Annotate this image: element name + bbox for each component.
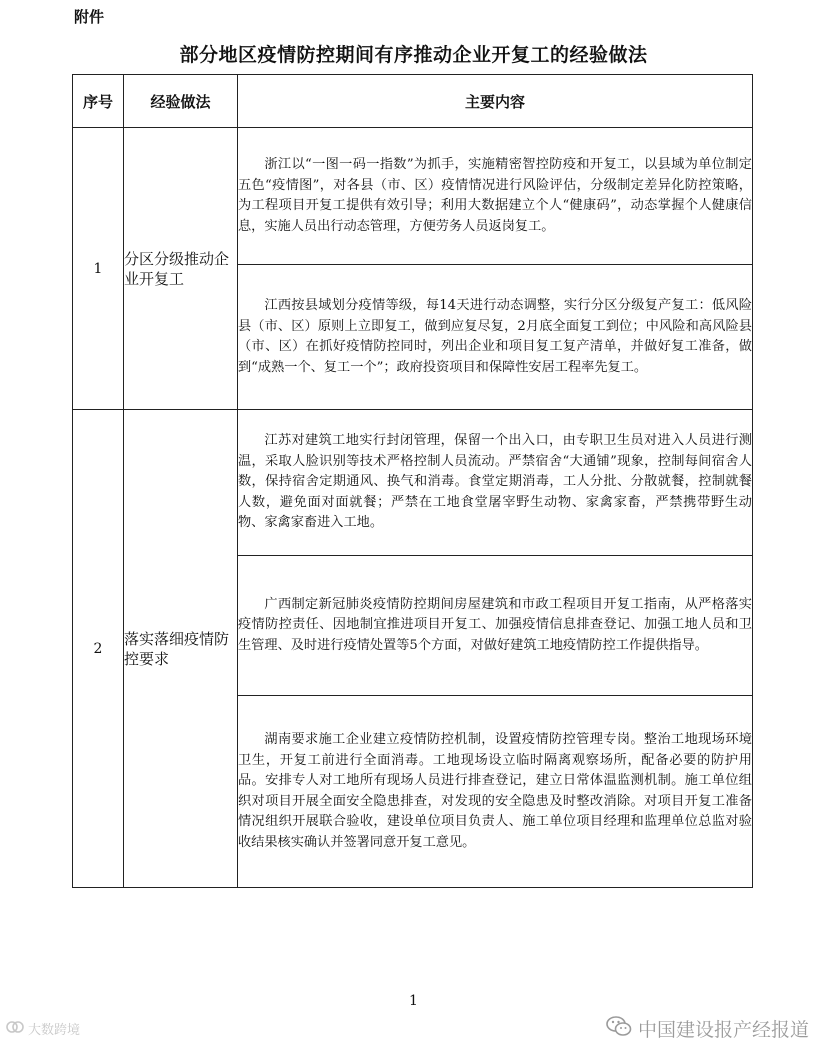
header-content: 主要内容 (238, 75, 753, 128)
table-row (73, 410, 753, 556)
row-content (238, 128, 753, 265)
wechat-icon (606, 1015, 632, 1042)
row-method: 分区分级推动企业开复工 (124, 128, 238, 410)
content-paragraph: 湖南要求施工企业建立疫情防控机制，设置疫情防控管理专岗。整治工地现场环境卫生，开复工前进行全面消毒。工地现场设立临时隔离观察场所，配备必要的防护用品。安排专人对工地所有现场人员进行排查登记，建立日常体温监测机制。施工单位组织对项目开展全面安全隐患排查，对发现的安全隐患及时整改消除。对项目开复工准备情况组织开展联合验收，建设单位项目负责人、施工单位项目经理和监理单位总监对验收结果核实确认并签署同意开复工意见。 (238, 732, 752, 850)
brand-logo-icon (6, 1020, 24, 1038)
watermark-right (606, 1015, 809, 1042)
header-seq: 序号 (73, 75, 124, 128)
page-number: 1 (409, 993, 418, 1009)
row-content (238, 696, 753, 888)
document-title: 部分地区疫情防控期间有序推动企业开复工的经验做法 (179, 44, 648, 66)
content-paragraph: 广西制定新冠肺炎疫情防控期间房屋建筑和市政工程项目开复工指南，从严格落实疫情防控责任、因地制宜推进项目开复工、加强疫情信息排查登记、加强工地人员和卫生管理、及时进行疫情处置等5个方面，对做好建筑工地疫情防控工作提供指导。 (238, 596, 752, 653)
content-paragraph: 江西按县域划分疫情等级，每14天进行动态调整，实行分区分级复产复工：低风险县（市、区）原则上立即复工，做到应复尽复，2月底全面复工到位；中风险和高风险县（市、区）在抓好疫情防控同时，列出企业和项目复工复产清单，并做好复工准备，做到“成熟一个、复工一个”；政府投资项目和保障性安居工程率先复工。 (238, 298, 752, 375)
row-number: 1 (73, 128, 124, 410)
content-paragraph: 江苏对建筑工地实行封闭管理，保留一个出入口，由专职卫生员对进入人员进行测温，采取人脸识别等技术严格控制人员流动。严禁宿舍“大通铺”现象，控制每间宿舍人数，保持宿舍定期通风、换气和消毒。食堂定期消毒，工人分批、分散就餐，控制就餐人数，避免面对面就餐；严禁在工地食堂屠宰野生动物、家禽家畜，严禁携带野生动物、家禽家畜进入工地。 (238, 433, 752, 531)
watermark-left-text: 大数跨境 (28, 1023, 81, 1038)
watermark-right-text: 中国建设报产经报道 (637, 1019, 809, 1041)
row-content (238, 410, 753, 556)
table-row (73, 128, 753, 265)
row-content (238, 556, 753, 696)
experience-table (72, 74, 753, 888)
row-method: 落实落细疫情防控要求 (124, 410, 238, 888)
row-content (238, 265, 753, 410)
header-method: 经验做法 (124, 75, 238, 128)
attachment-label: 附件 (74, 8, 105, 26)
row-number: 2 (73, 410, 124, 888)
table-header-row (73, 75, 753, 128)
watermark-left (6, 1019, 80, 1038)
content-paragraph: 浙江以“一图一码一指数”为抓手，实施精密智控防疫和开复工，以县域为单位制定五色“疫情图”，对各县（市、区）疫情情况进行风险评估，分级制定差异化防控策略，为工程项目开复工提供有效引导；利用大数据建立个人“健康码”，动态掌握个人健康信息，实施人员出行动态管理，方便劳务人员返岗复工。 (238, 157, 752, 234)
